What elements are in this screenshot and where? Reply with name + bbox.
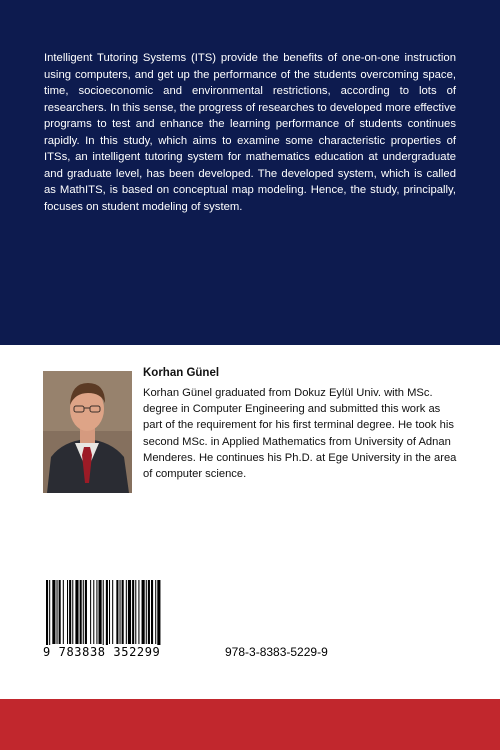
bottom-band xyxy=(0,699,500,750)
barcode-bar xyxy=(96,580,97,644)
barcode-bar xyxy=(120,580,121,644)
isbn-number: 978-3-8383-5229-9 xyxy=(225,645,328,659)
barcode-bar xyxy=(142,580,145,644)
barcode-bar xyxy=(151,580,153,644)
author-name: Korhan Günel xyxy=(143,367,220,379)
portrait-image xyxy=(43,371,132,493)
barcode-bar xyxy=(122,580,124,644)
barcode-bar xyxy=(57,580,58,644)
barcode-bar xyxy=(128,580,131,644)
barcode-bar xyxy=(148,580,150,644)
barcode-bar xyxy=(155,580,156,644)
barcode-bar xyxy=(135,580,136,644)
barcode-bar xyxy=(72,580,73,644)
barcode-bar xyxy=(138,580,139,644)
author-photo xyxy=(43,371,132,493)
top-panel xyxy=(0,0,500,345)
barcode-bar xyxy=(93,580,94,644)
barcode-bar xyxy=(112,580,113,644)
barcode-bar xyxy=(52,580,55,644)
barcode-bar xyxy=(67,580,68,644)
barcode-bar xyxy=(69,580,71,644)
barcode-digits: 9 783838 352299 xyxy=(41,645,213,659)
barcode-bar xyxy=(90,580,91,644)
barcode-bar xyxy=(85,580,87,644)
barcode-bar xyxy=(132,580,134,644)
barcode-bar xyxy=(59,580,61,644)
blurb-text: Intelligent Tutoring Systems (ITS) provide the benefits of one-on-one instruction using computers, and get up the performance of the students overcoming space, time, socioeconomic and environmental restrictions, according to lots of researchers. In this sense, the progress of researches to developed more effective programs to test and enhance the learning performance of students continues rapidly. In this study, which aims to examine some characteristic properties of ITSs, an intelligent tutoring system for mathematics education at undergraduate and graduate level, has been developed. The developed system, which is called as MathITS, is based on conceptual map modeling. Hence, the study, principally, focuses on student modeling of system. xyxy=(44,52,456,213)
barcode-bar xyxy=(126,580,127,644)
barcode-bar xyxy=(63,580,64,644)
barcode-bar xyxy=(116,580,118,644)
author-bio: Korhan Günel graduated from Dokuz Eylül Univ. with MSc. degree in Computer Engineering and submitted this work as part of the requirement for his first terminal degree. He took his second MSc. in Applied Mathematics from University of Adnan Menderes. He continues his Ph.D. at Ege University in the area of computer science. xyxy=(143,387,457,481)
barcode-bar xyxy=(83,580,84,644)
barcode-bar xyxy=(80,580,82,644)
barcode-bar xyxy=(146,580,147,644)
barcode-bar xyxy=(109,580,110,644)
barcode-bar xyxy=(75,580,78,644)
barcode-bar xyxy=(99,580,102,644)
